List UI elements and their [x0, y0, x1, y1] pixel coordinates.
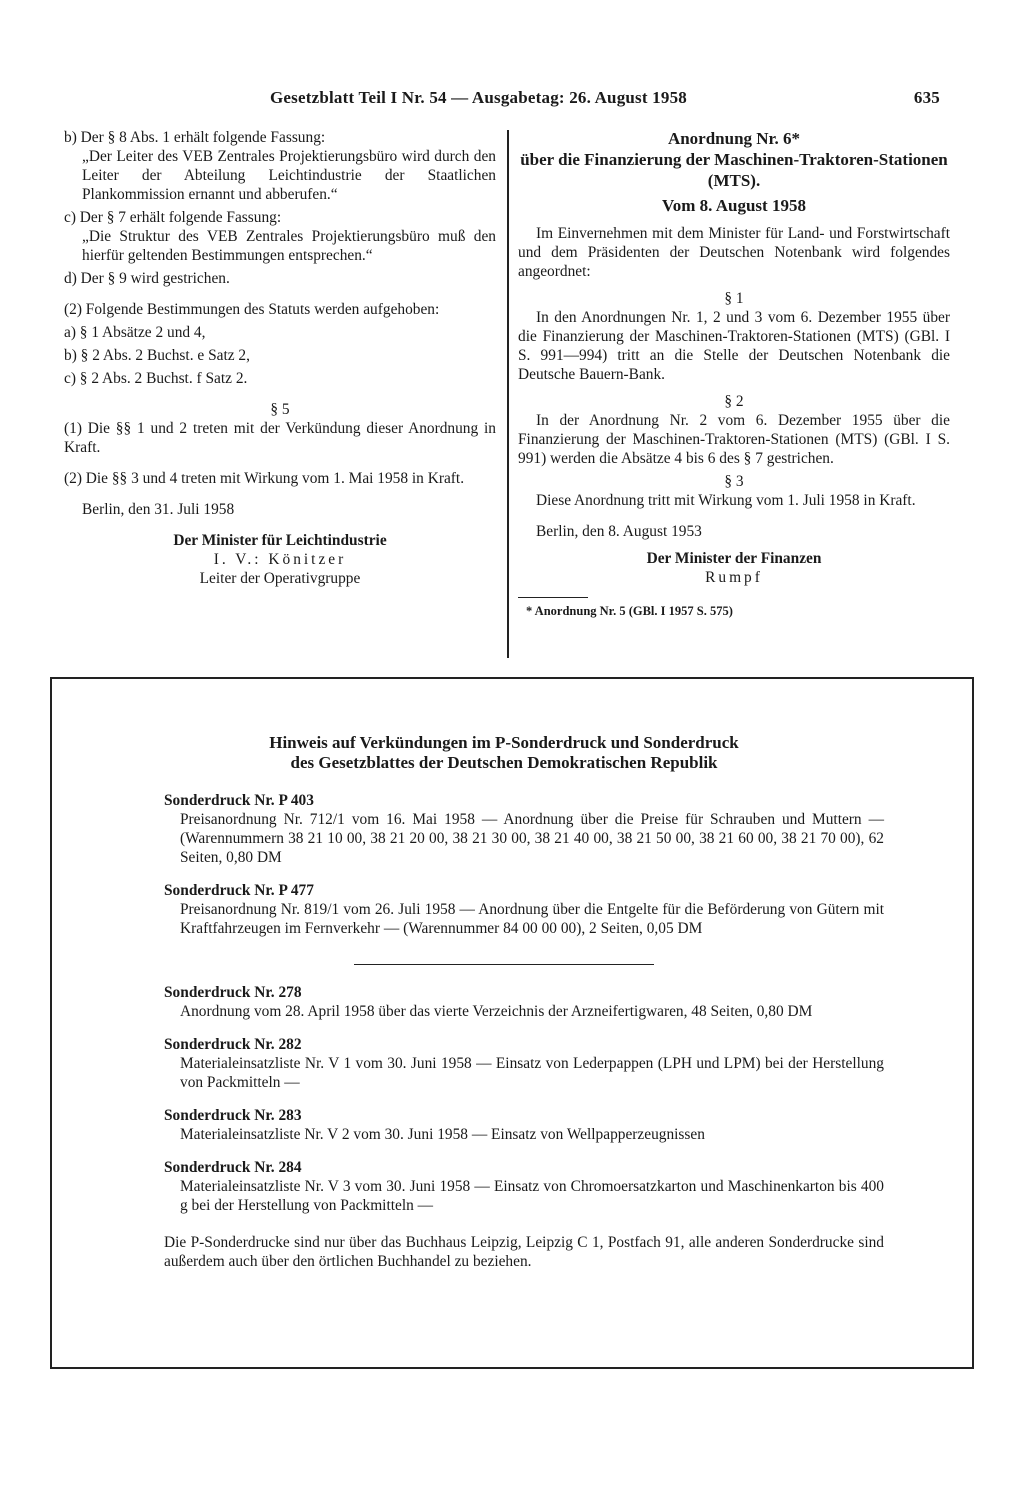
entry-title: Sonderdruck Nr. 284 [164, 1159, 302, 1176]
notice-heading-line-1: Hinweis auf Verkündungen im P-Sonderdruck und Sonderdruck [269, 733, 739, 752]
publication-notice-box [50, 677, 974, 1369]
section-5-paragraph-2: (2) Die §§ 3 und 4 treten mit Wirkung vom 1. Mai 1958 in Kraft. [64, 470, 465, 487]
item-d-text: d) Der § 9 wird gestrichen. [64, 270, 230, 287]
signer: I. V.: Könitzer [213, 551, 347, 568]
section-5-heading: § 5 [270, 401, 290, 418]
signer-right: Rumpf [705, 569, 763, 586]
list-item-b: b) § 2 Abs. 2 Buchst. e Satz 2, [64, 347, 250, 364]
section-5-paragraph-1: (1) Die §§ 1 und 2 treten mit der Verkündung dieser Anordnung in Kraft. [64, 420, 496, 456]
section-3-heading: § 3 [724, 473, 744, 490]
entry-text: Preisanordnung Nr. 819/1 vom 26. Juli 1958 — Anordnung über die Entgelte für die Beförderung von Gütern mit Kraftfahrzeugen im Fernverkehr — (Warennummer 84 00 00 00), 2 Seiten, 0,05 DM [180, 901, 884, 937]
footnote-rule [518, 597, 588, 598]
notice-heading-line-2: des Gesetzblattes der Deutschen Demokratischen Republik [290, 753, 718, 772]
notice-closing: Die P-Sonderdrucke sind nur über das Buchhaus Leipzig, Leipzig C 1, Postfach 91, alle anderen Sonderdrucke sind außerdem auch über den örtlichen Buchhandel zu beziehen. [164, 1234, 884, 1270]
ordinance-date: Vom 8. August 1958 [662, 196, 806, 215]
item-c-text: „Die Struktur des VEB Zentrales Projektierungsbüro muß den hierfür geltenden Bestimmungen entsprechen.“ [82, 228, 496, 264]
section-2-text: In der Anordnung Nr. 2 vom 6. Dezember 1955 über die Finanzierung der Maschinen-Traktoren-Stationen (MTS) (GBl. I S. 991) werden die Absätze 4 bis 6 des § 7 gestrichen. [518, 412, 950, 467]
issuing-authority-right: Der Minister der Finanzen [646, 550, 822, 567]
page-header [270, 88, 960, 108]
entry-group-standard [164, 983, 884, 1215]
entry-text: Materialeinsatzliste Nr. V 1 vom 30. Juni 1958 — Einsatz von Lederpappen (LPH und LPM) bei der Herstellung von Packmitteln — [180, 1055, 884, 1091]
list-item-c: c) § 2 Abs. 2 Buchst. f Satz 2. [64, 370, 248, 387]
footnote: * Anordnung Nr. 5 (GBl. I 1957 S. 575) [526, 604, 733, 618]
entry-title: Sonderdruck Nr. 283 [164, 1107, 302, 1124]
entry-text: Materialeinsatzliste Nr. V 2 vom 30. Juni 1958 — Einsatz von Wellpapperzeugnissen [180, 1126, 705, 1143]
notice-content [164, 733, 884, 1271]
ordinance-title: Anordnung Nr. 6* [667, 129, 801, 148]
entry-title: Sonderdruck Nr. 282 [164, 1036, 302, 1053]
section-3-text: Diese Anordnung tritt mit Wirkung vom 1. Juli 1958 in Kraft. [536, 492, 916, 509]
signer-role: Leiter der Operativgruppe [199, 570, 361, 587]
running-title: Gesetzblatt Teil I Nr. 54 — Ausgabetag: 26. August 1958 [270, 88, 687, 107]
page-number: 635 [913, 88, 940, 107]
entry-title: Sonderdruck Nr. P 477 [164, 882, 314, 899]
section-1-text: In den Anordnungen Nr. 1, 2 und 3 vom 6. Dezember 1955 über die Finanzierung der Maschinen-Traktoren-Stationen (MTS) (GBl. I S. 991—994) tritt an die Stelle der Deutschen Notenbank die Deutsche Bauern-Bank. [518, 309, 950, 383]
right-column [518, 128, 950, 621]
entry-text: Preisanordnung Nr. 712/1 vom 16. Mai 1958 — Anordnung über die Preise für Schrauben und Muttern — (Warennummern 38 21 10 00, 38 21 20 00, 38 21 30 00, 38 21 40 00, 38 21 50 00, 38 21 60 00, 38 21 70 00), 62 Seiten, 0,80 DM [180, 811, 884, 866]
place-date-right: Berlin, den 8. August 1953 [536, 523, 702, 540]
entry-group-p [164, 791, 884, 938]
paragraph-2: (2) Folgende Bestimmungen des Statuts werden aufgehoben: [64, 301, 440, 318]
issuing-authority: Der Minister für Leichtindustrie [173, 532, 387, 549]
column-divider [507, 130, 509, 658]
item-c-label: c) Der § 7 erhält folgende Fassung: [64, 209, 282, 226]
section-2-heading: § 2 [724, 393, 744, 410]
entry-title: Sonderdruck Nr. 278 [164, 984, 302, 1001]
section-divider [354, 964, 654, 965]
item-b-text: „Der Leiter des VEB Zentrales Projektierungsbüro wird durch den Leiter der Abteilung Leichtindustrie der Staatlichen Plankommission ernannt und abberufen.“ [82, 148, 496, 203]
list-item-a: a) § 1 Absätze 2 und 4, [64, 324, 206, 341]
item-b-label: b) Der § 8 Abs. 1 erhält folgende Fassung: [64, 129, 326, 146]
ordinance-subtitle: über die Finanzierung der Maschinen-Traktoren-Stationen (MTS). [520, 150, 948, 190]
left-column [64, 128, 496, 588]
entry-title: Sonderdruck Nr. P 403 [164, 792, 314, 809]
section-1-heading: § 1 [724, 290, 744, 307]
place-date: Berlin, den 31. Juli 1958 [82, 501, 235, 518]
entry-text: Materialeinsatzliste Nr. V 3 vom 30. Juni 1958 — Einsatz von Chromoersatzkarton und Maschinenkarton bis 400 g bei der Herstellung von Packmitteln — [180, 1178, 884, 1214]
entry-text: Anordnung vom 28. April 1958 über das vierte Verzeichnis der Arzneifertigwaren, 48 Seiten, 0,80 DM [180, 1003, 813, 1020]
ordinance-intro: Im Einvernehmen mit dem Minister für Land- und Forstwirtschaft und dem Präsidenten der Deutschen Notenbank wird folgendes angeordnet: [518, 225, 950, 280]
